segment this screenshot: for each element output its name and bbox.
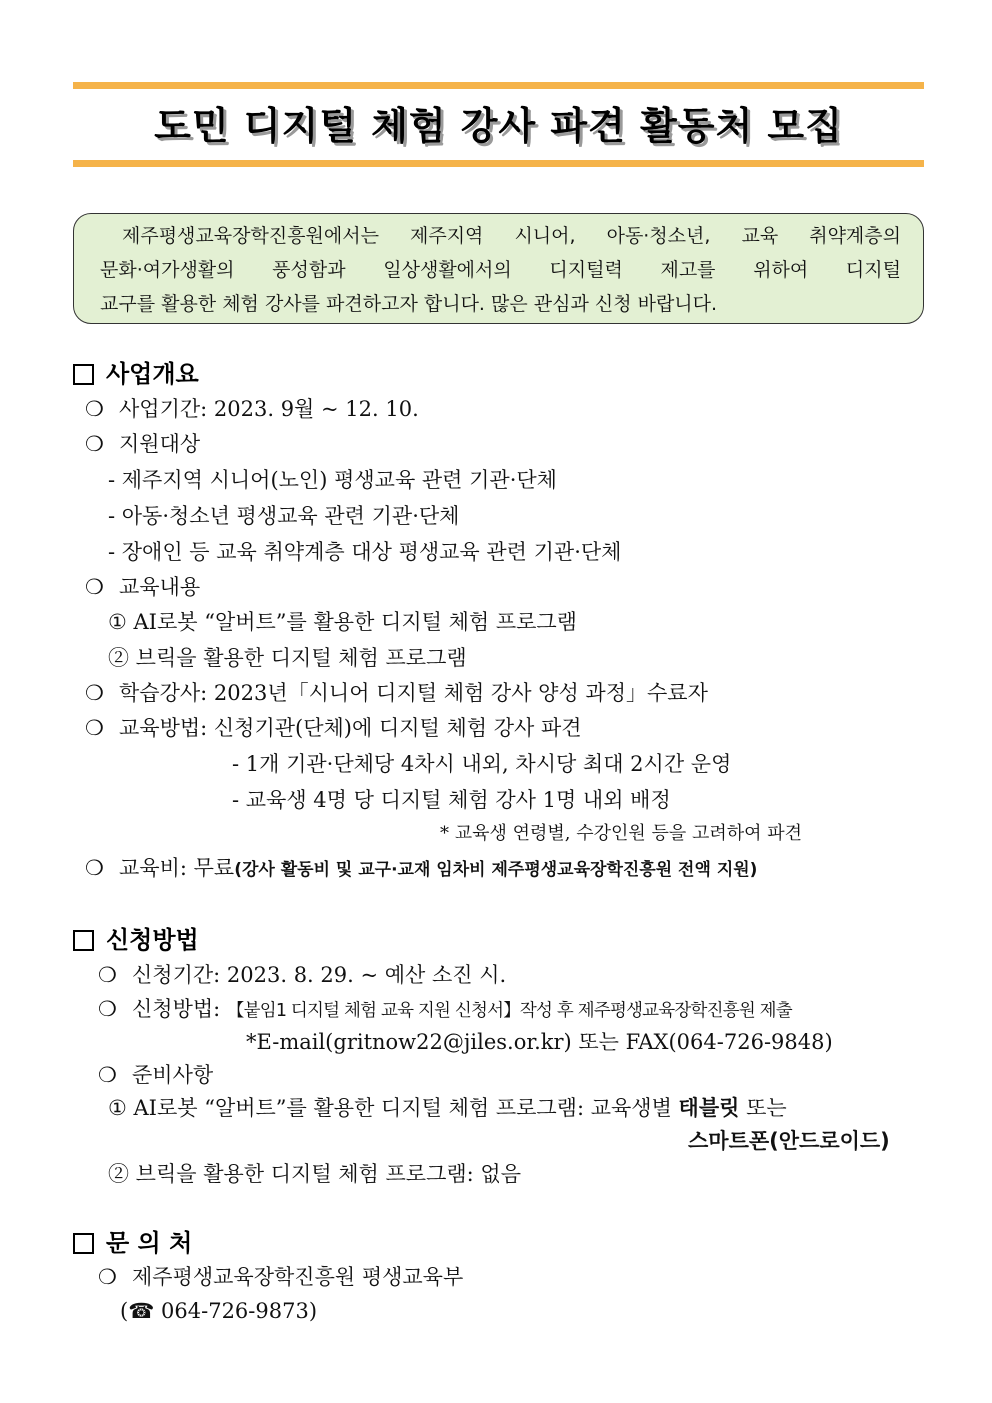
overview-period: ❍ 사업기간: 2023. 9월 ~ 12. 10. [85, 394, 419, 424]
overview-instructors: ❍ 학습강사: 2023년「시니어 디지털 체험 강사 양성 과정」수료자 [85, 678, 708, 708]
section-heading-overview [73, 359, 199, 389]
circle-bullet-icon: ❍ [85, 575, 104, 599]
checkbox-square-icon [73, 364, 94, 385]
apply-contact: *E-mail(gritnow22@jiles.or.kr) 또는 FAX(064-726-9848) [246, 1030, 833, 1054]
section-heading-inquiry [73, 1228, 192, 1258]
checkbox-square-icon [73, 930, 94, 951]
circle-bullet-icon: ❍ [98, 963, 117, 987]
circle-bullet-icon: ❍ [85, 397, 104, 421]
inquiry-org: ❍ 제주평생교육장학진흥원 평생교육부 [98, 1262, 463, 1292]
apply-period: ❍ 신청기간: 2023. 8. 29. ~ 예산 소진 시. [98, 960, 506, 990]
checkbox-square-icon [73, 1233, 94, 1254]
overview-target-item: - 아동·청소년 평생교육 관련 기관·단체 [108, 504, 460, 528]
circle-bullet-icon: ❍ [85, 681, 104, 705]
section-heading-apply [73, 925, 199, 955]
inquiry-phone: (☎ 064-726-9873) [120, 1299, 318, 1323]
apply-prep-smartphone: 스마트폰(안드로이드) [688, 1129, 890, 1153]
title-bottom-rule [73, 160, 924, 167]
overview-content-heading: ❍ 교육내용 [85, 572, 200, 602]
prep-tablet: 태블릿 [678, 1096, 740, 1120]
circle-bullet-icon: ❍ [98, 1265, 117, 1289]
overview-content-item: ② 브릭을 활용한 디지털 체험 프로그램 [108, 646, 467, 670]
apply-prep-item-1: ① AI로봇 “알버트”를 활용한 디지털 체험 프로그램: 교육생별 태블릿 또는 [108, 1096, 787, 1120]
apply-prep-item-2: ② 브릭을 활용한 디지털 체험 프로그램: 없음 [108, 1162, 521, 1186]
section-heading-text: 신청방법 [106, 926, 199, 954]
intro-line: 문화·여가생활의 풍성함과 일상생활에서의 디지털력 제고를 위하여 디지털 [100, 259, 901, 281]
overview-target-heading: ❍ 지원대상 [85, 429, 200, 459]
apply-method: ❍ 신청방법: 【붙임1 디지털 체험 교육 지원 신청서】작성 후 제주평생교육장학진흥원 제출 [98, 994, 792, 1026]
overview-fee: ❍ 교육비: 무료(강사 활동비 및 교구·교재 임차비 제주평생교육장학진흥원 전액 지원) [85, 853, 757, 885]
intro-line: 제주평생교육장학진흥원에서는 제주지역 시니어, 아동·청소년, 교육 취약계층의 [122, 225, 901, 247]
overview-method-detail: - 1개 기관·단체당 4차시 내외, 차시당 최대 2시간 운영 [232, 752, 732, 776]
circle-bullet-icon: ❍ [85, 856, 104, 880]
overview-target-item: - 장애인 등 교육 취약계층 대상 평생교육 관련 기관·단체 [108, 540, 622, 564]
overview-method-detail: - 교육생 4명 당 디지털 체험 강사 1명 내외 배정 [232, 788, 671, 812]
circle-bullet-icon: ❍ [85, 432, 104, 456]
circle-bullet-icon: ❍ [98, 1063, 117, 1087]
overview-target-item: - 제주지역 시니어(노인) 평생교육 관련 기관·단체 [108, 468, 557, 492]
fee-detail: (강사 활동비 및 교구·교재 임차비 제주평생교육장학진흥원 전액 지원) [234, 860, 758, 880]
section-heading-text: 문 의 처 [106, 1229, 193, 1257]
page-title: 도민 디지털 체험 강사 파견 활동처 모집 [154, 104, 843, 148]
title-top-rule [73, 82, 924, 89]
overview-content-item: ① AI로봇 “알버트”를 활용한 디지털 체험 프로그램 [108, 610, 577, 634]
intro-line: 교구를 활용한 체험 강사를 파견하고자 합니다. 많은 관심과 신청 바랍니다. [100, 293, 718, 315]
overview-method-note: * 교육생 연령별, 수강인원 등을 고려하여 파견 [440, 823, 803, 844]
overview-method: ❍ 교육방법: 신청기관(단체)에 디지털 체험 강사 파견 [85, 713, 582, 743]
circle-bullet-icon: ❍ [98, 997, 117, 1021]
apply-prep-heading: ❍ 준비사항 [98, 1060, 213, 1090]
apply-method-detail: 【붙임1 디지털 체험 교육 지원 신청서】작성 후 제주평생교육장학진흥원 제출 [226, 1001, 792, 1021]
intro-box [73, 213, 924, 324]
section-heading-text: 사업개요 [106, 360, 199, 388]
circle-bullet-icon: ❍ [85, 716, 104, 740]
